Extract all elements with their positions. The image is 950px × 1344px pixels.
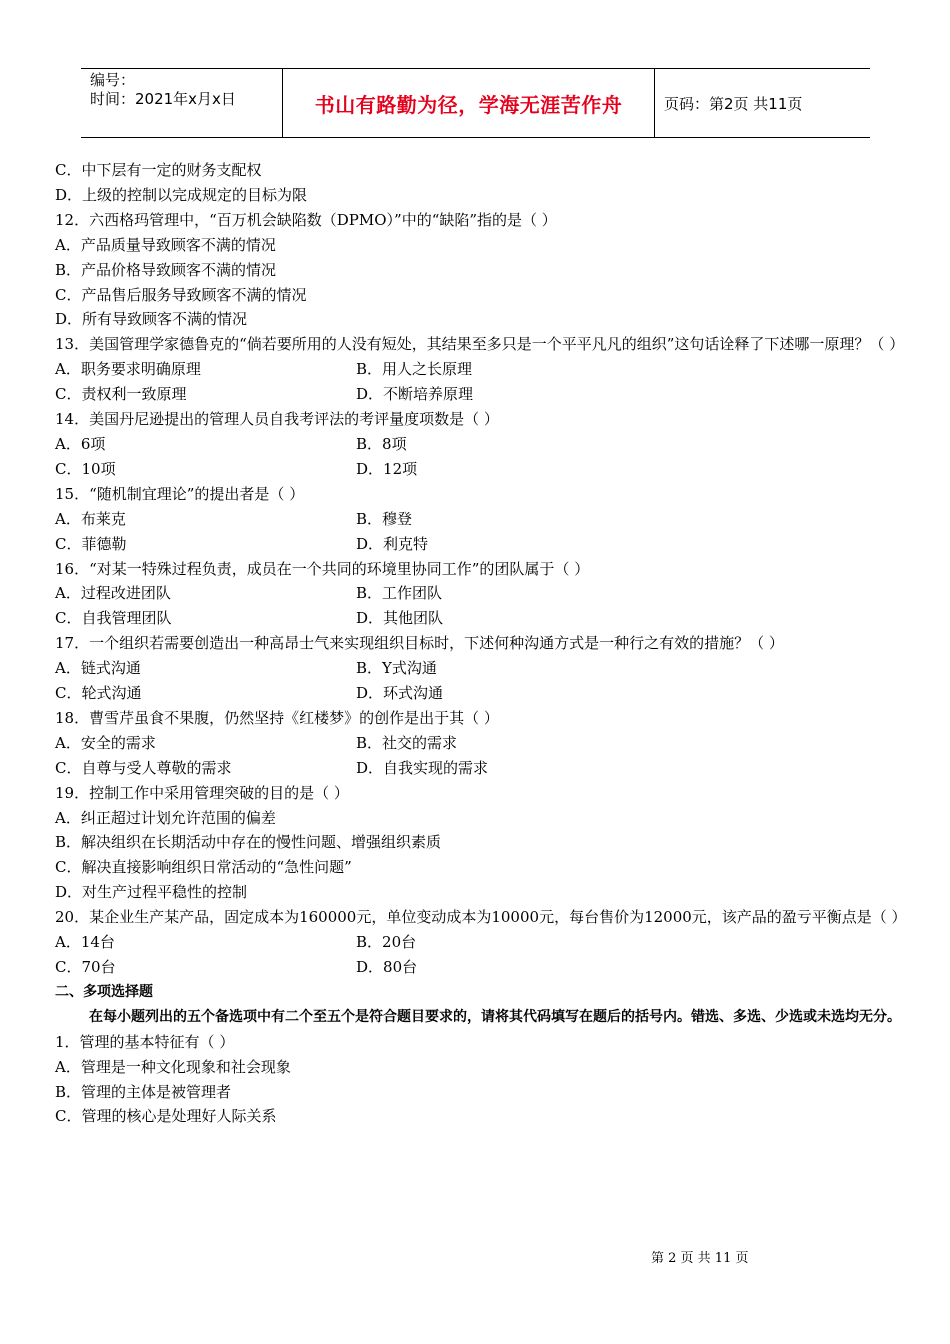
option-b: B．社交的需求 xyxy=(356,733,458,752)
option-c: C．10项 xyxy=(55,459,116,478)
question-16: 16．“对某一特殊过程负责，成员在一个共同的环境里协同工作”的团队属于（ ） xyxy=(55,559,590,578)
option-c: C．责权利一致原理 xyxy=(55,385,187,404)
option-line: D．所有导致顾客不满的情况 xyxy=(55,310,248,329)
option-d: D．不断培养原理 xyxy=(356,385,474,404)
section-heading: 二、多项选择题 xyxy=(55,983,153,1000)
doc-date-label: 时间：2021年x月x日 xyxy=(90,90,236,108)
header-motto-cell xyxy=(282,69,655,137)
option-row xyxy=(55,432,910,457)
option-line: C．产品售后服务导致顾客不满的情况 xyxy=(55,285,307,304)
option-d: D．其他团队 xyxy=(356,609,444,628)
header-motto: 书山有路勤为径，学海无涯苦作舟 xyxy=(314,92,623,117)
option-c: C．自尊与受人尊敬的需求 xyxy=(55,758,232,777)
option-c: C．菲德勒 xyxy=(55,534,127,553)
option-b: B．用人之长原理 xyxy=(356,360,473,379)
option-row xyxy=(55,606,910,631)
option-a: A．安全的需求 xyxy=(55,733,156,752)
option-b: B．20台 xyxy=(356,933,417,952)
option-b: B．8项 xyxy=(356,434,407,453)
option-line: C．解决直接影响组织日常活动的“急性问题” xyxy=(55,858,352,877)
option-line: A．产品质量导致顾客不满的情况 xyxy=(55,235,276,254)
option-line: C．管理的核心是处理好人际关系 xyxy=(55,1107,277,1126)
option-row xyxy=(55,357,910,382)
option-a: A．6项 xyxy=(55,434,106,453)
option-a: A．14台 xyxy=(55,933,115,952)
option-d: D．利克特 xyxy=(356,534,429,553)
question-17: 17．一个组织若需要创造出一种高昂士气来实现组织目标时，下述何种沟通方式是一种行之有效的措施？（ ） xyxy=(55,634,784,653)
option-row xyxy=(55,756,910,781)
question-20: 20．某企业生产某产品，固定成本为160000元，单位变动成本为10000元，每台售价为12000元，该产品的盈亏平衡点是（ ） xyxy=(55,908,907,927)
option-line: A．管理是一种文化现象和社会现象 xyxy=(55,1057,291,1076)
option-line: D．上级的控制以完成规定的目标为限 xyxy=(55,185,308,204)
option-a: A．职务要求明确原理 xyxy=(55,360,201,379)
option-line: D．对生产过程平稳性的控制 xyxy=(55,883,248,902)
option-b: B．Y式沟通 xyxy=(356,659,437,678)
option-c: C．轮式沟通 xyxy=(55,684,142,703)
question-14: 14．美国丹尼逊提出的管理人员自我考评法的考评量度项数是（ ） xyxy=(55,410,499,429)
page-header xyxy=(81,68,870,138)
option-line: B．产品价格导致顾客不满的情况 xyxy=(55,260,277,279)
option-d: D．自我实现的需求 xyxy=(356,758,489,777)
question-13: 13．美国管理学家德鲁克的“倘若要所用的人没有短处，其结果至多只是一个平平凡凡的组织”这句话诠释了下述哪一原理？（ ） xyxy=(55,335,905,354)
option-c: C．自我管理团队 xyxy=(55,609,172,628)
question-15: 15．“随机制宜理论”的提出者是（ ） xyxy=(55,484,305,503)
option-row xyxy=(55,930,910,955)
option-line: B．管理的主体是被管理者 xyxy=(55,1082,232,1101)
option-line: A．纠正超过计划允许范围的偏差 xyxy=(55,808,276,827)
option-row xyxy=(55,955,910,980)
header-meta xyxy=(81,69,282,137)
question-18: 18．曹雪芹虽食不果腹，仍然坚持《红楼梦》的创作是出于其（ ） xyxy=(55,708,499,727)
option-a: A．布莱克 xyxy=(55,509,126,528)
option-row xyxy=(55,382,910,407)
option-line: C．中下层有一定的财务支配权 xyxy=(55,161,262,179)
header-page-label: 页码：第2页 共11页 xyxy=(664,94,803,113)
option-b: B．穆登 xyxy=(356,509,413,528)
option-d: D．环式沟通 xyxy=(356,684,444,703)
question-19: 19．控制工作中采用管理突破的目的是（ ） xyxy=(55,783,349,802)
option-a: A．链式沟通 xyxy=(55,659,141,678)
page-footer: 第 2 页 共 11 页 xyxy=(651,1251,749,1266)
option-a: A．过程改进团队 xyxy=(55,584,171,603)
option-row xyxy=(55,532,910,557)
option-row xyxy=(55,457,910,482)
option-row xyxy=(55,681,910,706)
option-row xyxy=(55,656,910,681)
header-page-cell xyxy=(655,69,870,137)
section-instructions: 在每小题列出的五个备选项中有二个至五个是符合题目要求的，请将其代码填写在题后的括号内。错选、多选、少选或未选均无分。 xyxy=(89,1008,901,1025)
option-c: C．70台 xyxy=(55,958,116,976)
option-row xyxy=(55,507,910,532)
doc-number-label: 编号： xyxy=(90,71,136,89)
document-body xyxy=(55,158,910,1129)
option-b: B．工作团队 xyxy=(356,584,443,603)
option-row xyxy=(55,581,910,606)
option-d: D．12项 xyxy=(356,459,418,478)
option-line: B．解决组织在长期活动中存在的慢性问题、增强组织素质 xyxy=(55,833,442,852)
multi-question-1: 1．管理的基本特征有（ ） xyxy=(55,1032,235,1051)
option-d: D．80台 xyxy=(356,958,418,976)
question-12: 12．六西格玛管理中，“百万机会缺陷数（DPMO）”中的“缺陷”指的是（ ） xyxy=(55,210,557,229)
option-row xyxy=(55,731,910,756)
